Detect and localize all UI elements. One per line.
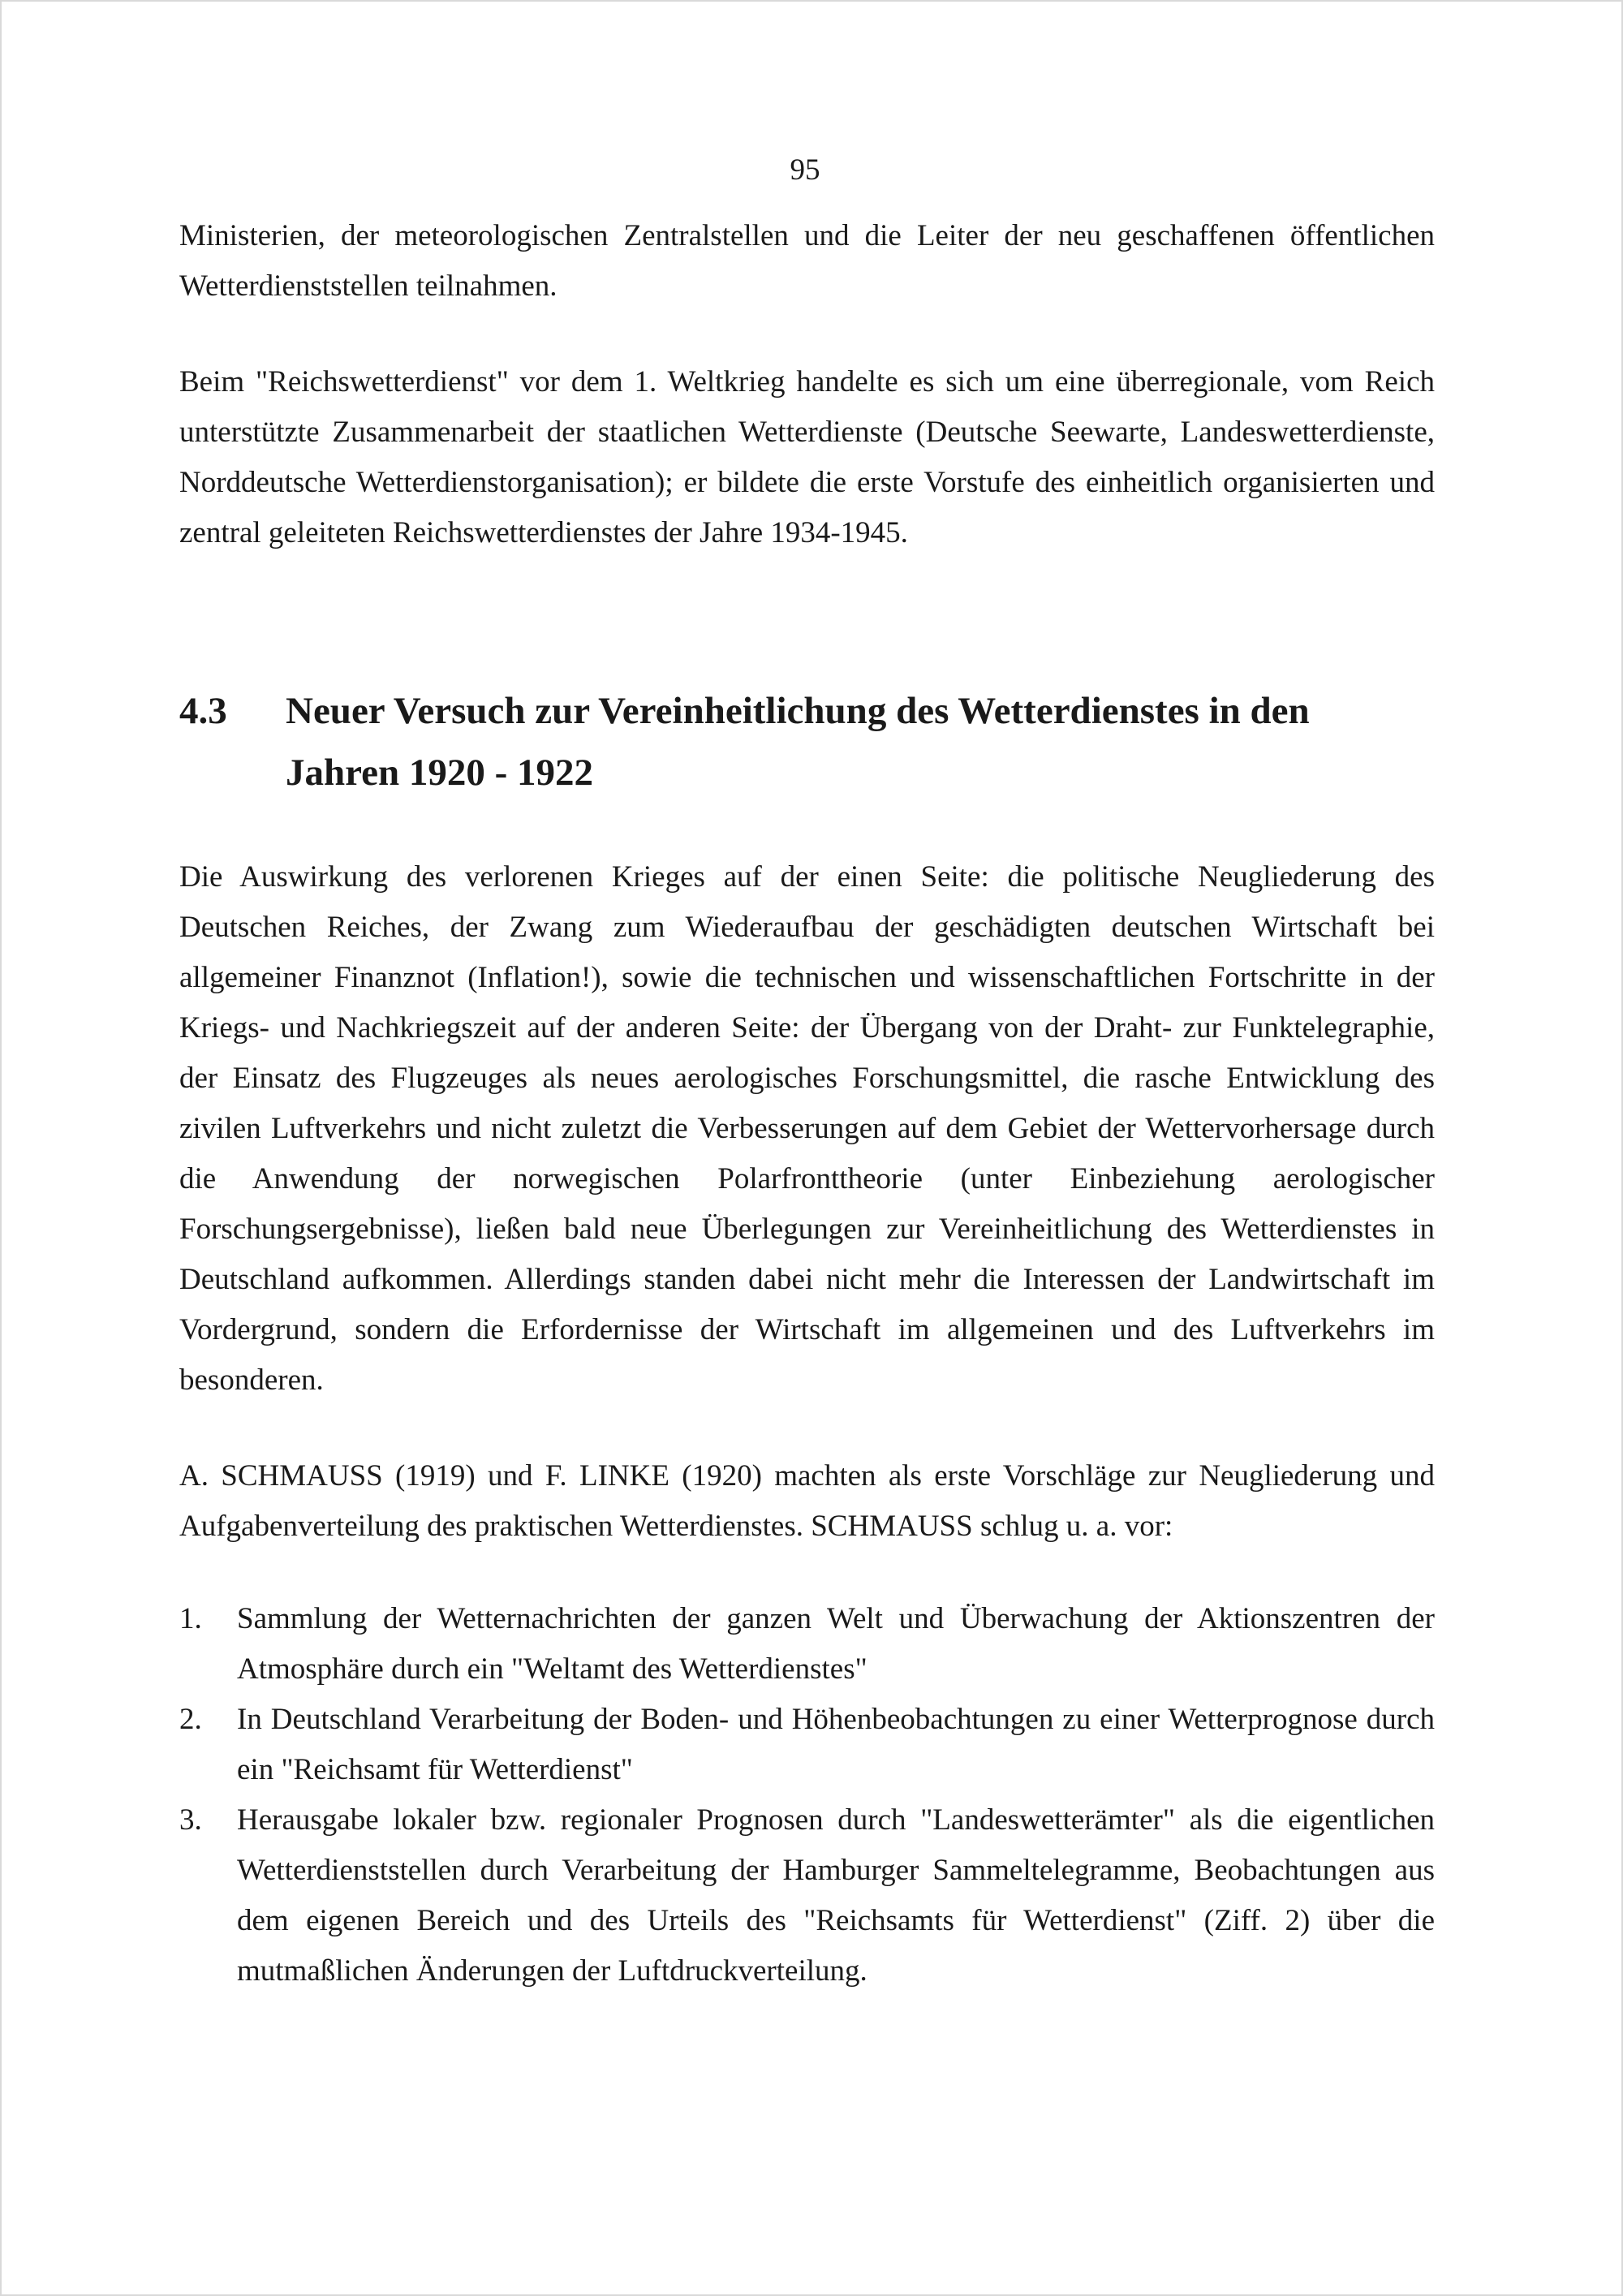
page-number: 95 [790, 153, 820, 187]
list-item [179, 1795, 1435, 1997]
list-item-number: 2. [179, 1703, 202, 1736]
list-item-text: In Deutschland Verarbeitung der Boden- und Höhenbeobachtungen zu einer Wetterprognose durch ein "Reichsamt für Wetterdienst" [237, 1703, 1435, 1786]
paragraph-ministerien: Ministerien, der meteorologischen Zentralstellen und die Leiter der neu geschaffenen öffentlichen Wetterdienststellen teilnahmen. [179, 219, 1435, 303]
paragraph-auswirkung: Die Auswirkung des verlorenen Krieges auf der einen Seite: die politische Neugliederung des Deutschen Reiches, der Zwang zum Wiederaufbau der geschädigten deutschen Wirtschaft bei allgemeiner Finanznot (Inflation!), sowie die technischen und wissenschaftlichen Fortschritte in der Kriegs- und Nachkriegszeit auf der anderen Seite: der Übergang von der Draht- zur Funktelegraphie, der Einsatz des Flugzeuges als neues aerologisches Forschungsmittel, die rasche Entwicklung des zivilen Luftverkehrs und nicht zuletzt die Verbesserungen auf dem Gebiet der Wettervorhersage durch die Anwendung der norwegischen Polarfronttheorie (unter Einbeziehung aerologischer Forschungsergebnisse), ließen bald neue Überlegungen zur Vereinheitlichung des Wetterdienstes in Deutschland aufkommen. Allerdings standen dabei nicht mehr die Interessen der Landwirtschaft im Vordergrund, sondern die Erfordernisse der Wirtschaft im allgemeinen und des Luftverkehrs im besonderen. [179, 860, 1435, 1397]
list-item-text: Herausgabe lokaler bzw. regionaler Prognosen durch "Landeswetterämter" als die eigentlichen Wetterdienststellen durch Verarbeitung der Hamburger Sammeltelegramme, Beobachtungen aus dem eigenen Bereich und des Urteils des "Reichsamts für Wetterdienst" (Ziff. 2) über die mutmaßlichen Änderungen der Luftdruckverteilung. [237, 1803, 1435, 1988]
section-heading [179, 680, 1435, 803]
page-content [179, 211, 1435, 1997]
list-item [179, 1695, 1435, 1795]
list-item-text: Sammlung der Wetternachrichten der ganzen Welt und Überwachung der Aktionszentren der Atmosphäre durch ein "Weltamt des Wetterdienstes" [237, 1602, 1435, 1686]
section-title: Neuer Versuch zur Vereinheitlichung des Wetterdienstes in den Jahren 1920 - 1922 [286, 690, 1310, 794]
list-item-number: 1. [179, 1602, 202, 1635]
proposal-list [179, 1594, 1435, 1997]
list-item-number: 3. [179, 1803, 202, 1837]
paragraph-reichswetterdienst: Beim "Reichswetterdienst" vor dem 1. Weltkrieg handelte es sich um eine überregionale, vom Reich unterstützte Zusammenarbeit der staatlichen Wetterdienste (Deutsche Seewarte, Landeswetterdienste, Norddeutsche Wetterdienstorganisation); er bildete die erste Vorstufe des einheitlich organisierten und zentral geleiteten Reichswetterdienstes der Jahre 1934-1945. [179, 365, 1435, 549]
paragraph-schmauss-linke: A. SCHMAUSS (1919) und F. LINKE (1920) machten als erste Vorschläge zur Neugliederung und Aufgabenverteilung des praktischen Wetterdienstes. SCHMAUSS schlug u. a. vor: [179, 1459, 1435, 1543]
section-number: 4.3 [179, 690, 227, 732]
list-item [179, 1594, 1435, 1695]
